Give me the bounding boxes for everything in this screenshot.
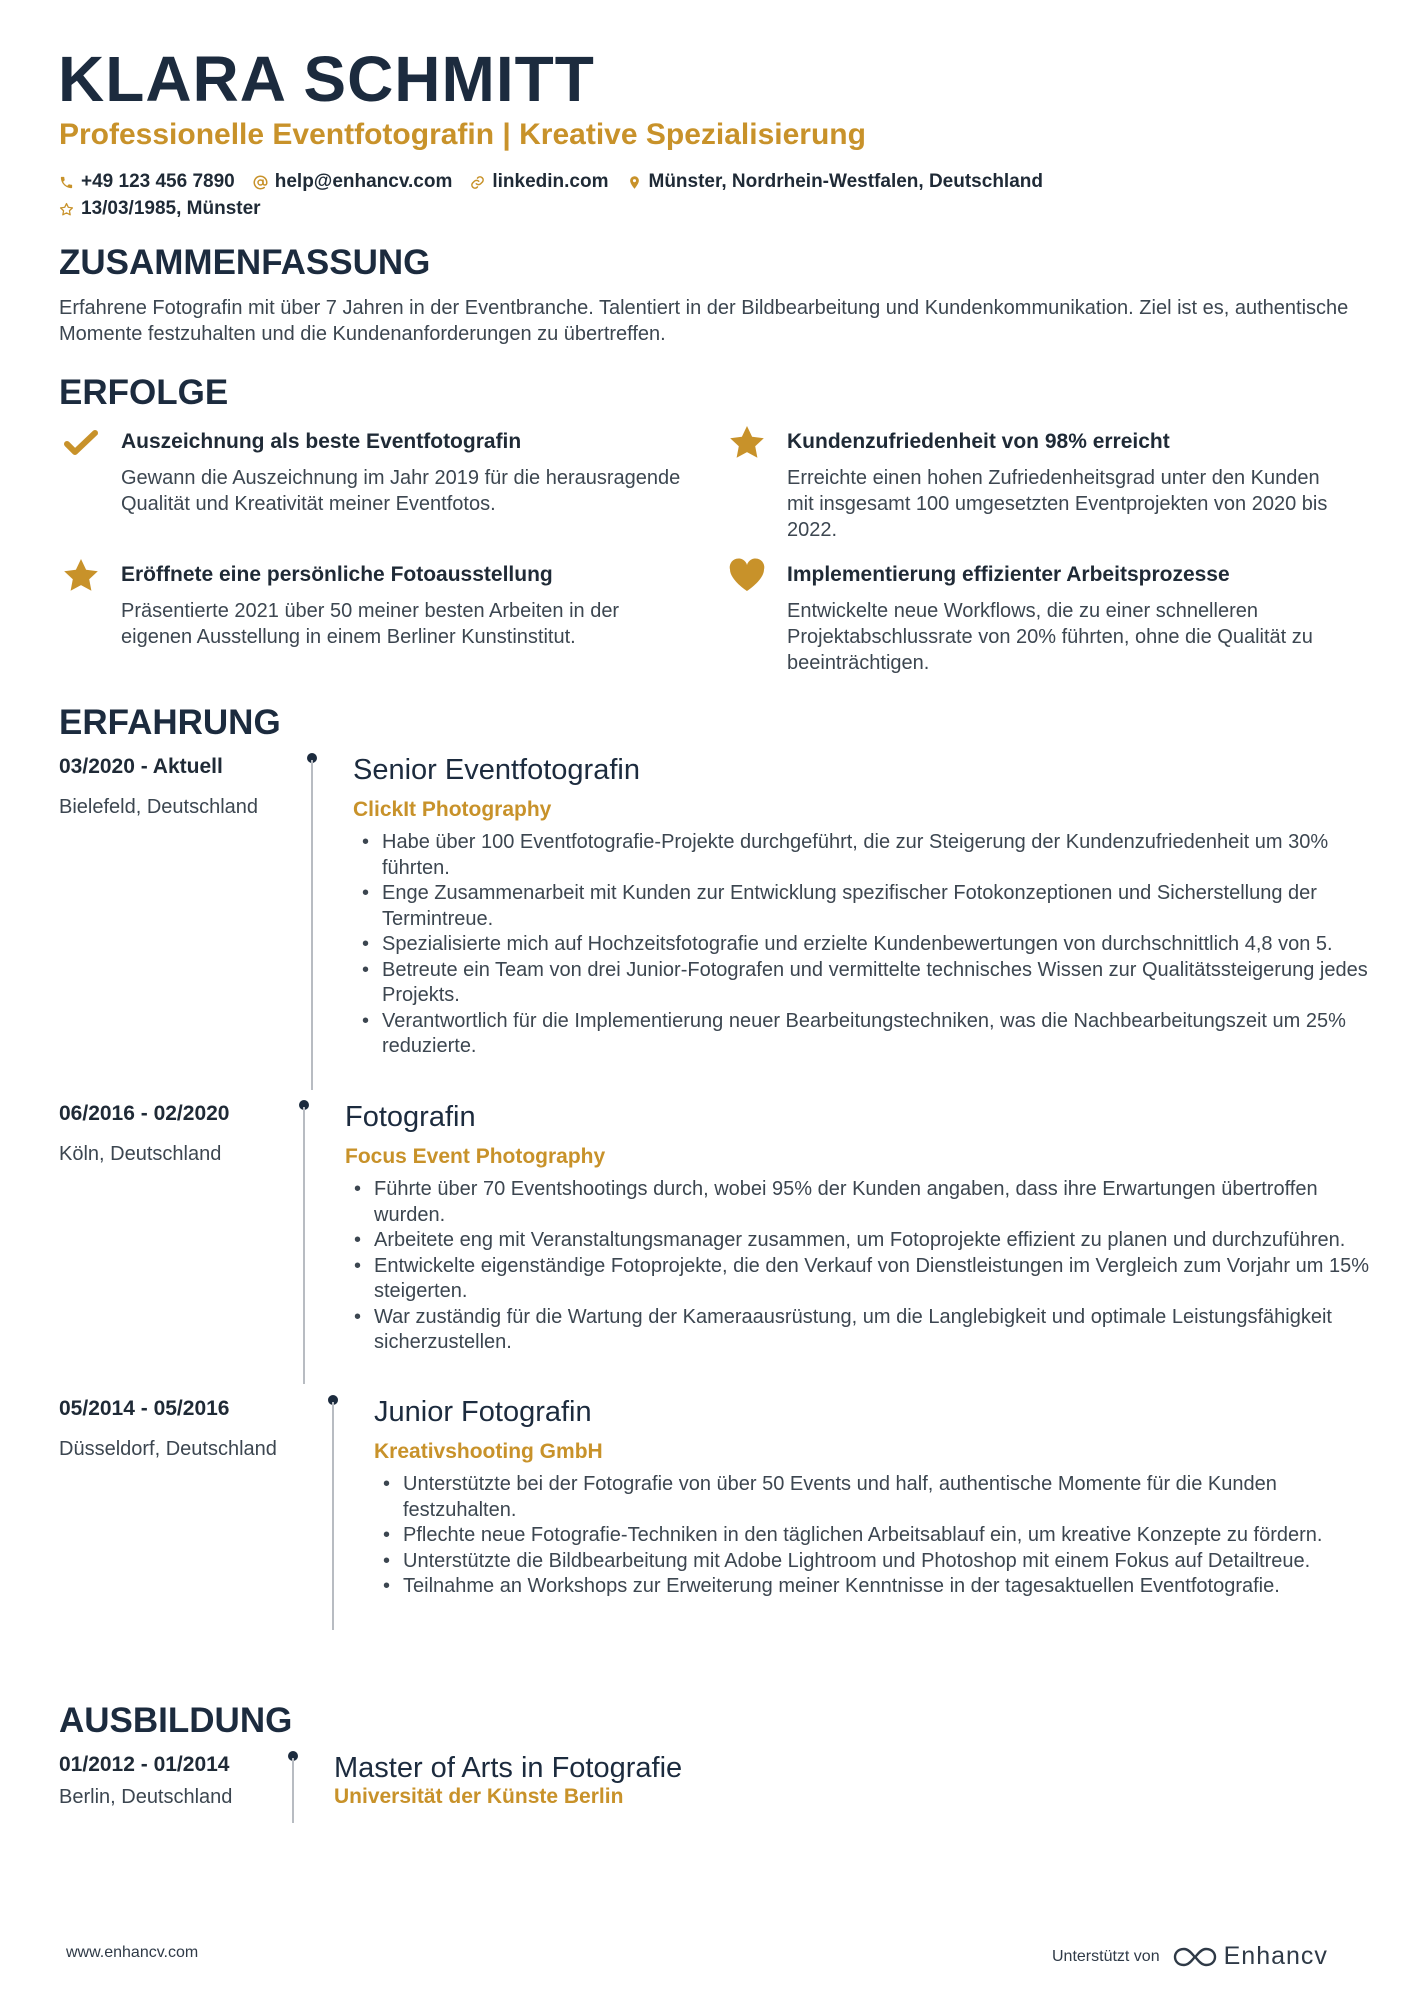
enhancv-logo[interactable] [1172, 1942, 1328, 1971]
timeline-line [292, 1758, 294, 1823]
star-icon [727, 423, 767, 463]
star-icon [61, 556, 101, 596]
job-bullets [345, 1177, 1379, 1356]
bullet-item: • Entwickelte eigenständige Fotoprojekte, die den Verkauf von Dienstleistungen im Vergleich zum Vorjahr um 15% steigerten. [374, 1254, 1379, 1305]
footer-url[interactable]: www.enhancv.com [66, 1944, 199, 1961]
job-location: Düsseldorf, Deutschland [59, 1438, 277, 1460]
job-dates: 06/2016 - 02/2020 [59, 1102, 230, 1125]
star-outline-icon [59, 202, 74, 217]
powered-by-text: Unterstützt von [1052, 1947, 1160, 1965]
job-location: Bielefeld, Deutschland [59, 796, 259, 818]
achievement-text: Gewann die Auszeichnung im Jahr 2019 für die herausragende Qualität und Kreativität meiner Eventfotos. [121, 467, 681, 515]
job-bullets [353, 830, 1382, 1060]
timeline-line [303, 1107, 305, 1384]
job-dates: 05/2014 - 05/2016 [59, 1397, 230, 1420]
job-role: Senior Eventfotografin [353, 754, 640, 786]
bullet-item: • Habe über 100 Eventfotografie-Projekte durchgeführt, die zur Steigerung der Kundenzufriedenheit um 30% führten. [382, 830, 1382, 881]
achievement-title: Implementierung effizienter Arbeitsprozesse [787, 563, 1230, 586]
location-pin-icon [627, 175, 642, 190]
job-dates: 03/2020 - Aktuell [59, 755, 223, 778]
bullet-item: • Führte über 70 Eventshootings durch, wobei 95% der Kunden angaben, dass ihre Erwartungen übertroffen wurden. [374, 1177, 1379, 1228]
at-icon [253, 175, 268, 190]
timeline-line [332, 1402, 334, 1630]
bullet-item: • Unterstützte die Bildbearbeitung mit Adobe Lightroom und Photoshop mit einem Fokus auf Detailtreue. [403, 1549, 1388, 1575]
candidate-name: KLARA SCHMITT [58, 43, 595, 115]
bullet-item: • Enge Zusammenarbeit mit Kunden zur Entwicklung spezifischer Fotokonzeptionen und Sicherstellung der Termintreue. [382, 881, 1382, 932]
bullet-item: • Spezialisierte mich auf Hochzeitsfotografie und erzielte Kundenbewertungen von durchschnittlich 4,8 von 5. [382, 932, 1382, 958]
bullet-item: • Pflechte neue Fotografie-Techniken in den täglichen Arbeitsablauf ein, um kreative Konzepte zu fördern. [403, 1523, 1388, 1549]
headline: Professionelle Eventfotografin | Kreative Spezialisierung [59, 118, 866, 151]
contact-row [59, 170, 1043, 194]
birth-text: 13/03/1985, Münster [81, 198, 261, 219]
job-bullets [374, 1472, 1388, 1600]
linkedin-text: linkedin.com [492, 171, 609, 192]
location-text: Münster, Nordrhein-Westfalen, Deutschland [648, 171, 1043, 192]
achievement-title: Auszeichnung als beste Eventfotografin [121, 430, 522, 453]
bullet-item: • Betreute ein Team von drei Junior-Fotografen und vermittelte technisches Wissen zur Qualitätssteigerung jedes Projekts. [382, 958, 1382, 1009]
phone-text: +49 123 456 7890 [81, 171, 235, 192]
education-dates: 01/2012 - 01/2014 [59, 1753, 230, 1776]
contact-linkedin[interactable] [470, 170, 608, 194]
timeline-line [311, 760, 313, 1090]
brand-text: Enhancv [1223, 1942, 1328, 1970]
contact-row-2 [59, 197, 261, 221]
education-school: Universität der Künste Berlin [334, 1785, 624, 1808]
education-title: AUSBILDUNG [59, 1701, 293, 1740]
phone-icon [59, 175, 74, 190]
contact-location [627, 170, 1043, 194]
heart-icon [727, 556, 767, 596]
summary-text: Erfahrene Fotografin mit über 7 Jahren in der Eventbranche. Talentiert in der Bildbearbeitung und Kundenkommunikation. Ziel ist es, authentische Momente festzuhalten und die Kundenanforderungen zu übertreffen. [59, 297, 1349, 345]
email-text: help@enhancv.com [274, 171, 453, 192]
bullet-item: • Unterstützte bei der Fotografie von über 50 Events und half, authentische Momente für die Kunden festzuhalten. [403, 1472, 1388, 1523]
experience-title: ERFAHRUNG [59, 703, 281, 742]
contact-email[interactable] [253, 170, 453, 194]
job-company: Focus Event Photography [345, 1145, 606, 1168]
infinity-icon [1172, 1946, 1218, 1968]
achievement-text: Erreichte einen hohen Zufriedenheitsgrad unter den Kunden mit insgesamt 100 umgesetzten Eventprojekten von 2020 bis 2022. [787, 467, 1328, 541]
summary-title: ZUSAMMENFASSUNG [59, 243, 431, 282]
achievement-title: Eröffnete eine persönliche Fotoausstellung [121, 563, 553, 586]
job-company: Kreativshooting GmbH [374, 1440, 603, 1463]
contact-birth [59, 197, 261, 221]
check-icon [61, 423, 101, 463]
education-location: Berlin, Deutschland [59, 1786, 233, 1808]
job-company: ClickIt Photography [353, 798, 552, 821]
bullet-item: • Verantwortlich für die Implementierung neuer Bearbeitungstechniken, was die Nachbearbeitungszeit um 25% reduzierte. [382, 1009, 1382, 1060]
achievement-text: Entwickelte neue Workflows, die zu einer schnelleren Projektabschlussrate von 20% führten, ohne die Qualität zu beeinträchtigen. [787, 600, 1313, 674]
achievements-title: ERFOLGE [59, 373, 229, 412]
bullet-item: • Teilnahme an Workshops zur Erweiterung meiner Kenntnisse in der tagesaktuellen Eventfotografie. [403, 1574, 1388, 1600]
bullet-item: • War zuständig für die Wartung der Kameraausrüstung, um die Langlebigkeit und optimale Leistungsfähigkeit sicherzustellen. [374, 1305, 1379, 1356]
achievement-title: Kundenzufriedenheit von 98% erreicht [787, 430, 1170, 453]
job-role: Junior Fotografin [374, 1396, 592, 1428]
job-location: Köln, Deutschland [59, 1143, 222, 1165]
job-role: Fotografin [345, 1101, 476, 1133]
education-degree: Master of Arts in Fotografie [334, 1752, 683, 1784]
bullet-item: • Arbeitete eng mit Veranstaltungsmanager zusammen, um Fotoprojekte effizient zu planen und durchzuführen. [374, 1228, 1379, 1254]
link-icon [470, 175, 485, 190]
achievement-text: Präsentierte 2021 über 50 meiner besten Arbeiten in der eigenen Ausstellung in einem Berliner Kunstinstitut. [121, 600, 620, 648]
contact-phone[interactable] [59, 170, 235, 194]
footer-powered-by [1052, 1942, 1328, 1971]
